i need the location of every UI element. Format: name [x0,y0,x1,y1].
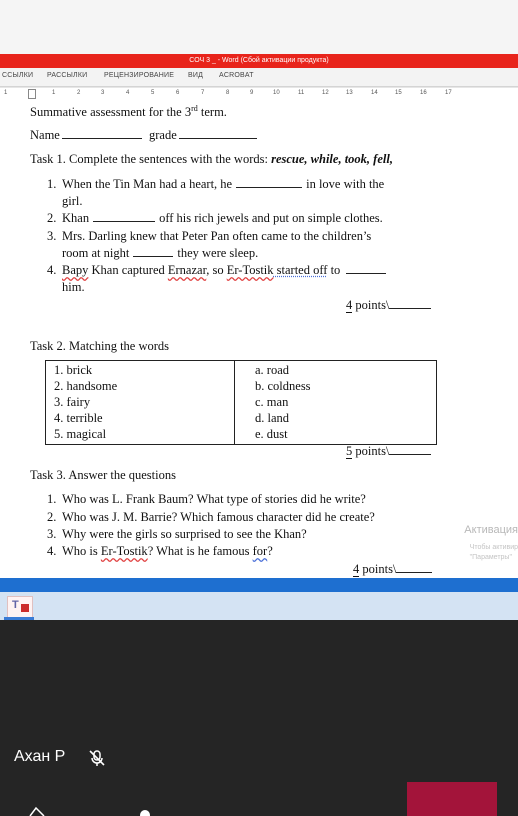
left-item: 2. handsome [54,379,118,393]
task1-item-4-text: Khan captured [88,263,168,277]
word-for: for [252,544,268,558]
task1-words: rescue, while, took, fell, [271,152,393,166]
matching-table [45,360,437,445]
teams-app-icon[interactable]: T [7,596,33,618]
right-item: e. dust [255,427,288,441]
left-item: 3. fairy [54,395,91,409]
left-item: 5. magical [54,427,107,441]
task1-item-3-text-b: room at night [62,246,130,260]
right-item: b. coldness [255,379,311,393]
task1-heading [30,152,393,167]
matching-left-column [46,361,235,445]
task1-item-4-cont: him. [62,280,85,294]
ruler-mark: 13 [346,90,353,96]
task1-item-2-line [62,211,383,226]
ruler-mark: 2 [77,90,81,96]
tab-mailings[interactable]: РАССЫЛКИ [47,72,88,79]
ruler-mark: 1 [4,90,8,96]
ruler-mark: 10 [273,90,280,96]
ruler-mark: 14 [371,90,378,96]
document-page[interactable] [0,100,518,578]
ruler-mark: 5 [151,90,155,96]
task1-item-2-text-b: off his rich jewels and put on simple clothes. [159,211,383,225]
task2-points [346,444,431,459]
activation-line-1: Чтобы активир [469,544,518,551]
grade-blank [179,128,257,139]
mic-toggle-icon[interactable] [136,806,154,816]
ruler-mark: 17 [445,90,452,96]
ruler-mark: 8 [226,90,230,96]
task1-item-1-cont: girl. [62,194,83,208]
tab-references[interactable]: ССЫЛКИ [2,72,34,79]
task1-item-3-num: 3. [47,229,57,243]
task1-item-1-text-a: When the Tin Man had a heart, he [62,177,233,191]
task1-item-4-text-so: , so [206,263,227,277]
task1-item-2-num: 2. [47,211,57,225]
task2-points-num: 5 [346,444,353,458]
task1-item-3-line: Mrs. Darling knew that Peter Pan often came to the children’s [62,229,372,243]
task1-item-4-line [62,263,386,278]
task3-points-num: 4 [353,562,360,576]
ruler-mark: 4 [126,90,130,96]
task3-q3: Why were the girls so surprised to see the Khan? [62,527,307,541]
task1-item-4-blank [346,263,386,274]
ruler-mark: 1 [52,90,56,96]
taskbar [0,592,518,620]
task3-q2: Who was J. M. Barrie? Which famous character did he create? [62,510,375,524]
task3-q4-text-e: ? [267,544,273,558]
task1-item-3-text-c: they were sleep. [177,246,259,260]
task1-item-3-blank [133,246,173,257]
word-started-off: started off [273,263,328,277]
task3-q2-num: 2. [47,510,57,524]
task3-q3-num: 3. [47,527,57,541]
activation-line-2: "Параметры" [469,554,512,561]
window-title: СОЧ 3 _ - Word (Сбой активации продукта) [189,57,329,64]
ribbon-tabs [0,68,518,87]
heading-superscript: rd [191,104,198,113]
word-bapy: Bapy [62,263,89,277]
task1-item-1-text-b: in love with the [306,177,385,191]
ruler-mark: 3 [101,90,105,96]
muted-mic-icon [88,749,106,767]
camera-icon[interactable] [28,806,46,816]
task3-q4-text-a: Who is [62,544,101,558]
task1-points [346,298,431,313]
task1-item-1-num: 1. [47,177,57,191]
name-blank [62,128,142,139]
name-grade-line [30,128,257,143]
heading-end: term. [197,105,227,120]
task1-item-1-line [62,177,384,192]
task3-q1-num: 1. [47,492,57,506]
indent-marker[interactable] [28,89,36,99]
task1-label: Task 1. Complete the sentences with the words: [30,152,272,166]
task3-q1: Who was L. Frank Baum? What type of stories did he write? [62,492,366,506]
ruler-mark: 6 [176,90,180,96]
task1-points-blank [389,298,431,309]
task2-points-blank [389,444,431,455]
ruler-mark: 16 [420,90,427,96]
word-ertostik-q4: Er-Tostik [100,544,148,558]
task3-q4-text-c: ? What is he famous [147,544,253,558]
document-heading [30,104,227,120]
task1-item-1-blank [236,177,302,188]
task3-points-text: points\ [359,562,397,576]
participant-name: Ахан Р [14,748,66,765]
activation-watermark-text [470,543,518,563]
ruler-mark: 11 [298,90,305,96]
task1-item-4-num: 4. [47,263,57,277]
task1-points-num: 4 [346,298,353,312]
task3-points [353,562,432,577]
task1-item-3-cont [62,246,258,261]
grade-label: grade [148,128,177,142]
window-title-bar [0,54,518,68]
task2-points-text: points\ [352,444,390,458]
word-ertostik: Er-Tostik [226,263,274,277]
activation-watermark-title: Активация [464,524,518,536]
name-label: Name [30,128,60,142]
ruler-mark: 12 [322,90,329,96]
right-item: a. road [255,363,290,377]
right-item: c. man [255,395,289,409]
right-item: d. land [255,411,290,425]
tab-acrobat[interactable]: ACROBAT [219,72,254,79]
tab-view[interactable]: ВИД [188,72,204,79]
task1-points-text: points\ [352,298,390,312]
task2-heading: Task 2. Matching the words [30,339,170,353]
status-bar [0,578,518,592]
task3-q4 [62,544,273,559]
tab-review[interactable]: РЕЦЕНЗИРОВАНИЕ [104,72,175,79]
matching-right-column [235,361,437,445]
left-item: 1. brick [54,363,93,377]
task3-points-blank [396,562,432,573]
top-blank-area [0,0,518,54]
heading-text: Summative assessment for the 3 [30,105,192,120]
left-item: 4. terrible [54,411,103,425]
task3-heading: Task 3. Answer the questions [30,468,176,482]
end-call-button[interactable] [407,782,497,816]
ruler-mark: 9 [250,90,254,96]
ruler-mark: 15 [395,90,402,96]
task1-item-2-text-a: Khan [62,211,90,225]
word-ernazar: Ernazar [167,263,207,277]
task1-item-2-blank [93,211,155,222]
task3-q4-num: 4. [47,544,57,558]
ruler-mark: 7 [201,90,205,96]
task1-item-4-text-to: to [327,263,341,277]
